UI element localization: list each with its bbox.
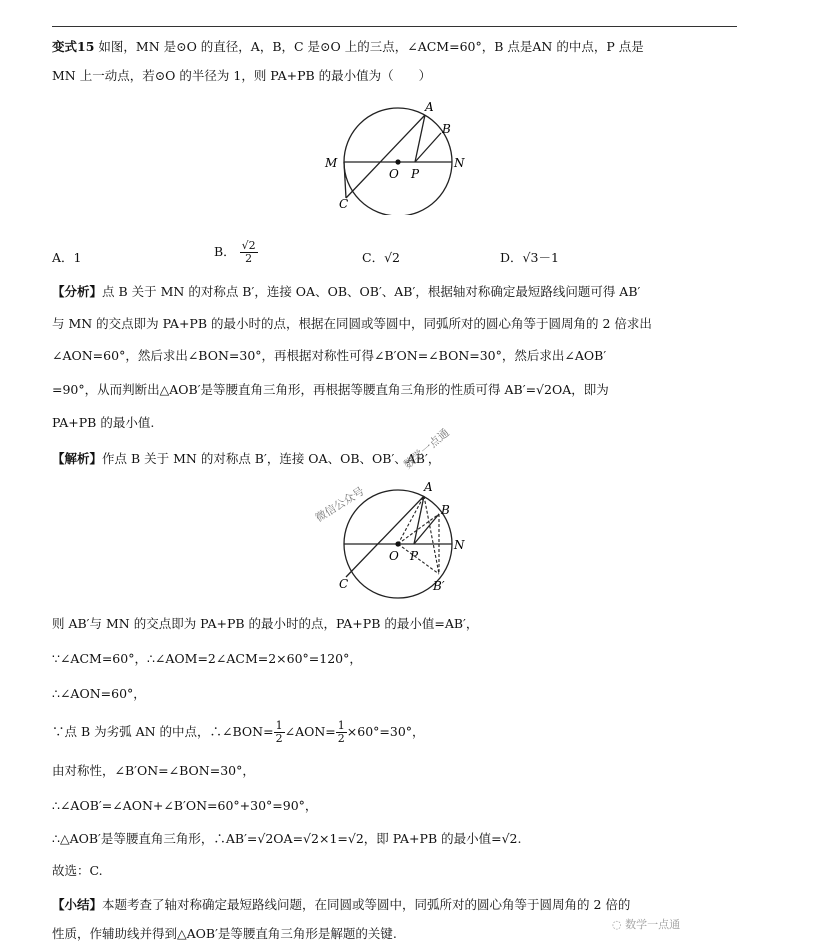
label-b-prime: B′ xyxy=(433,579,445,593)
figure-1 xyxy=(315,95,475,215)
label-n-2: N xyxy=(454,538,465,552)
summary-line-2: 性质，作辅助线并得到△AOB′是等腰直角三角形是解题的关键. xyxy=(52,926,397,941)
step-4-fraction-1 xyxy=(274,720,285,745)
label-o-2: O xyxy=(389,549,399,563)
logo-text: 数学一点通 xyxy=(625,918,681,931)
label-p-2: P xyxy=(410,549,419,563)
option-b-numerator: √2 xyxy=(241,239,256,252)
logo-icon: ◌ xyxy=(612,918,626,931)
label-m: M xyxy=(325,156,338,170)
logo-watermark xyxy=(612,916,680,932)
step-5: 由对称性，∠B′ON=∠BON=30°， xyxy=(52,763,255,778)
option-d[interactable]: D．√3－1 xyxy=(500,250,559,265)
top-rule xyxy=(52,26,737,27)
analysis-head: 【分析】 xyxy=(52,284,103,299)
label-b-2: B xyxy=(441,503,450,517)
analysis-line-1 xyxy=(52,283,640,301)
segment-pb xyxy=(415,133,441,162)
analysis-line-5: PA+PB 的最小值. xyxy=(52,415,155,430)
problem-line-1 xyxy=(52,38,644,56)
step-4 xyxy=(52,720,425,745)
step-4-c: ×60°=30°， xyxy=(346,724,425,739)
analysis-text-1: 点 B 关于 MN 的对称点 B′，连接 OA、OB、OB′、AB′，根据轴对称确定最短路线问题可得 AB′ xyxy=(102,284,641,299)
label-a: A xyxy=(425,100,434,114)
segment-ab-prime xyxy=(424,496,439,574)
analysis-line-3: ∠AON=60°，然后求出∠BON=30°，再根据对称性可得∠B′ON=∠BON=30°，然后求出∠AOB′ xyxy=(52,348,607,363)
problem-title: 变式15 xyxy=(52,39,95,54)
analysis-line-2: 与 MN 的交点即为 PA+PB 的最小时的点，根据在同圆或等圆中，同弧所对的圆心角等于圆周角的 2 倍求出 xyxy=(52,316,652,331)
option-c[interactable]: C．√2 xyxy=(362,250,400,265)
segment-pa xyxy=(415,115,425,162)
summary-line-1 xyxy=(52,896,630,914)
step-4-b: ∠AON= xyxy=(284,724,336,739)
watermark-2: 数学一点通 xyxy=(401,426,452,472)
step-6: ∴∠AOB′=∠AON+∠B′ON=60°+30°=90°， xyxy=(52,798,318,813)
step-4-frac-1-den: 2 xyxy=(275,732,283,745)
step-4-a: ∵点 B 为劣弧 AN 的中点，∴∠BON= xyxy=(52,724,274,739)
label-b: B xyxy=(442,122,451,136)
option-a[interactable]: A．1 xyxy=(52,250,82,265)
step-4-frac-2-den: 2 xyxy=(337,732,345,745)
problem-line-2: MN 上一动点，若⊙O 的半径为 1，则 PA+PB 的最小值为（ ） xyxy=(52,68,432,83)
step-8: 故选：C. xyxy=(52,863,103,878)
solution-text-1: 作点 B 关于 MN 的对称点 B′，连接 OA、OB、OB′、AB′， xyxy=(102,451,441,466)
step-2: ∵∠ACM=60°，∴∠AOM=2∠ACM=2×60°=120°， xyxy=(52,651,362,666)
label-a-2: A xyxy=(424,480,433,494)
chord-ac xyxy=(346,115,425,198)
center-point xyxy=(395,159,400,164)
answer-options xyxy=(52,238,752,278)
option-b-prefix: B． xyxy=(214,244,236,259)
step-4-fraction-2 xyxy=(336,720,347,745)
step-1: 则 AB′与 MN 的交点即为 PA+PB 的最小时的点，PA+PB 的最小值=AB′， xyxy=(52,616,479,631)
chord-mc xyxy=(344,162,346,198)
center-point-2 xyxy=(395,541,400,546)
summary-head: 【小结】 xyxy=(52,897,103,912)
option-b-denominator: 2 xyxy=(245,252,253,265)
label-o: O xyxy=(389,167,399,181)
label-c: C xyxy=(339,197,349,211)
label-c-2: C xyxy=(339,577,349,591)
problem-text-1: 如图，MN 是⊙O 的直径，A，B，C 是⊙O 上的三点，∠ACM=60°，B 点是AN 的中点，P 点是 xyxy=(98,39,644,54)
solution-head: 【解析】 xyxy=(52,451,103,466)
analysis-line-4: =90°，从而判断出△AOB′是等腰直角三角形，再根据等腰直角三角形的性质可得 AB′=√2OA，即为 xyxy=(52,382,609,397)
option-b[interactable] xyxy=(214,240,258,265)
step-4-frac-1-num: 1 xyxy=(275,719,283,732)
step-3: ∴∠AON=60°， xyxy=(52,686,146,701)
watermark-1: 微信公众号 xyxy=(313,484,367,525)
segment-ob-prime xyxy=(398,544,439,574)
summary-text-1: 本题考查了轴对称确定最短路线问题，在同圆或等圆中，同弧所对的圆心角等于圆周角的 2 倍的 xyxy=(102,897,631,912)
figure-2 xyxy=(310,474,485,604)
step-4-frac-2-num: 1 xyxy=(337,719,345,732)
label-p: P xyxy=(411,167,420,181)
segment-pa-2 xyxy=(414,496,424,544)
label-n: N xyxy=(454,156,465,170)
step-7: ∴△AOB′是等腰直角三角形，∴AB′=√2OA=√2×1=√2，即 PA+PB 的最小值=√2. xyxy=(52,831,522,846)
solution-line-1 xyxy=(52,450,440,468)
option-b-fraction xyxy=(240,240,258,265)
